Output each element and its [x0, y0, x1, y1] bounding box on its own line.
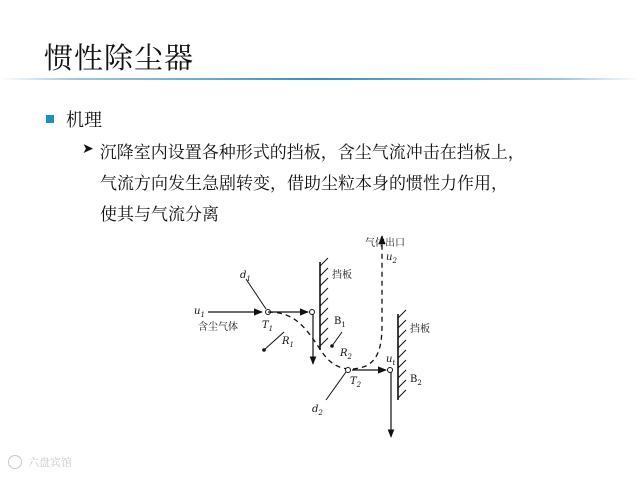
label-u2-sub: 2	[392, 257, 397, 265]
label-d1: d	[240, 270, 247, 281]
square-bullet-icon	[46, 115, 54, 123]
label-t2: T	[350, 376, 357, 387]
label-r2-sub: 2	[347, 353, 352, 361]
label-t2-sub: 2	[356, 381, 362, 389]
svg-text:d2	[312, 404, 323, 417]
d1-leader	[246, 279, 266, 309]
label-t1-sub: 1	[268, 325, 274, 333]
bullet-mechanism	[46, 106, 102, 132]
watermark-logo-icon	[8, 455, 22, 469]
title-divider	[0, 78, 640, 80]
sub-bullet-line-3: 使其与气流分离	[100, 205, 219, 225]
svg-text:B1	[334, 316, 346, 329]
baffle-2-label: 挡板	[410, 324, 430, 335]
watermark-text: 六盘宾馆	[28, 456, 72, 469]
baffle-1-label: 挡板	[332, 270, 352, 281]
slide-title: 惯性除尘器	[44, 41, 195, 75]
label-r1-sub: 1	[289, 341, 294, 349]
label-r1: R	[282, 336, 290, 347]
label-b2: B	[410, 374, 418, 385]
label-r2: R	[340, 348, 348, 359]
label-u1-sub: 1	[200, 311, 205, 319]
sub-bullet-line-1: 沉降室内设置各种形式的挡板，含尘气流冲击在挡板上，	[99, 143, 525, 163]
sub-bullet	[82, 138, 602, 231]
point-b2	[388, 368, 393, 373]
inertial-separator-diagram	[180, 232, 450, 447]
svg-text:T2	[350, 376, 362, 389]
inlet-label: 含尘气体	[198, 322, 238, 333]
svg-text:R1	[281, 336, 294, 349]
r2-leader	[332, 332, 342, 346]
r1-leader	[264, 332, 284, 350]
bullet-label: 机理	[66, 110, 102, 131]
label-d2-sub: 2	[318, 409, 323, 417]
label-u2: u	[386, 252, 393, 263]
label-b2-sub: 2	[417, 379, 422, 387]
gas-streamline	[268, 236, 382, 369]
label-d2: d	[312, 404, 319, 415]
label-b1-sub: 1	[341, 321, 346, 329]
baffle-2	[398, 310, 406, 400]
baffle-1	[320, 258, 328, 350]
label-b1: B	[334, 316, 342, 327]
svg-text:d1	[240, 270, 251, 283]
d2-leader	[326, 372, 346, 400]
svg-text:T1	[262, 320, 273, 333]
label-u1: u	[194, 306, 201, 317]
svg-text:u1	[194, 306, 205, 319]
svg-text:u2	[386, 252, 397, 265]
label-ut-sub: t	[392, 359, 396, 367]
sub-bullet-line-2: 气流方向发生急剧转变，借助尘粒本身的惯性力作用，	[100, 174, 508, 194]
label-ut: u	[386, 354, 393, 365]
label-t1: T	[262, 320, 269, 331]
point-t2	[346, 368, 351, 373]
svg-text:R2	[339, 348, 353, 361]
svg-text:B2	[410, 374, 422, 387]
watermark	[8, 454, 72, 470]
arrow-bullet-icon: ➤	[82, 141, 94, 157]
outlet-label: 气体出口	[365, 238, 405, 249]
point-b1	[310, 310, 315, 315]
svg-text:ut	[386, 354, 395, 367]
label-d1-sub: 1	[246, 275, 251, 283]
